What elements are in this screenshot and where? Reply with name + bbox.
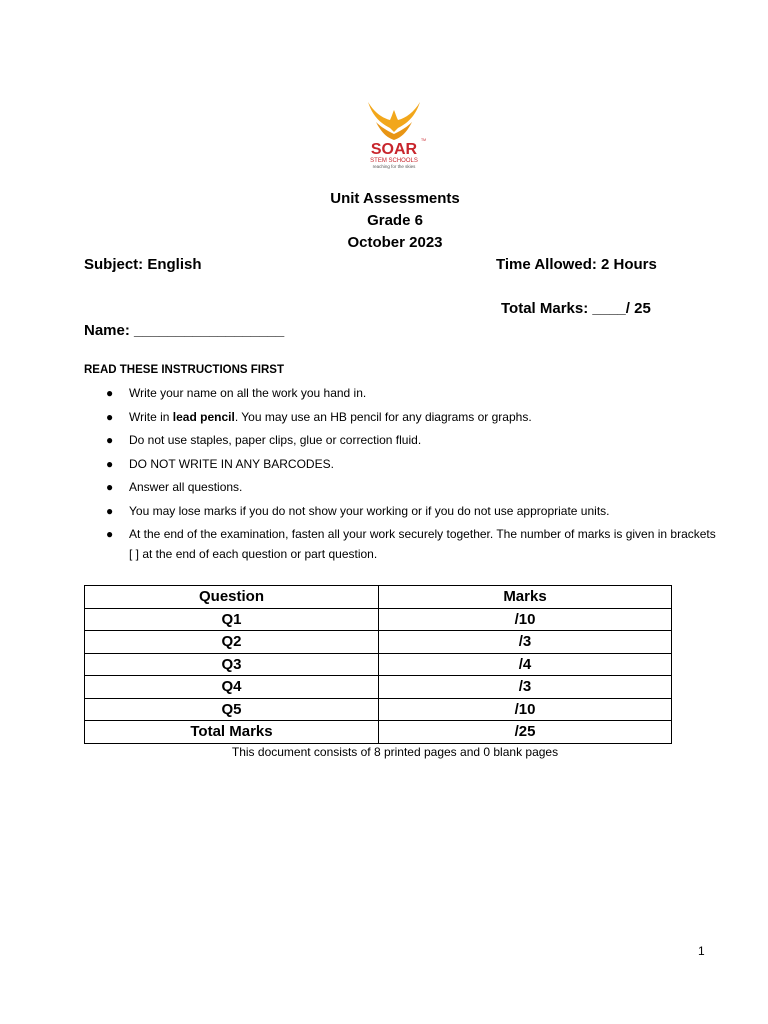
page-number: 1 (698, 944, 705, 958)
question-cell: Q5 (85, 698, 379, 721)
time-allowed-label: Time Allowed: 2 Hours (496, 256, 657, 273)
table-row (85, 631, 672, 654)
marks-table (84, 585, 672, 744)
instructions-list (106, 384, 716, 568)
bullet-icon: ● (106, 456, 114, 471)
marks-cell: /10 (379, 608, 672, 631)
eagle-logo-icon (356, 96, 432, 176)
emphasis-text: lead pencil (172, 409, 235, 424)
assessment-title: Unit Assessments (330, 190, 460, 207)
column-header-marks: Marks (379, 586, 672, 609)
bullet-icon: ● (106, 433, 114, 447)
page-count-note: This document consists of 8 printed pages and 0 blank pages (231, 745, 559, 759)
bullet-icon: ● (106, 527, 114, 541)
instruction-item: ● Write in lead pencil. You may use an HB pencil for any diagrams or graphs. (106, 408, 716, 428)
table-header-row (85, 586, 672, 609)
date-label: October 2023 (347, 234, 443, 251)
instruction-item: ● At the end of the examination, fasten all your work securely together. The number of marks is given in brackets [ ] at the end of each question or part question. (106, 527, 716, 561)
table-row (85, 653, 672, 676)
total-marks-label: Total Marks: ____/ 25 (501, 300, 651, 317)
grade-label: Grade 6 (367, 212, 423, 229)
instruction-item: ● Answer all questions. (106, 478, 716, 498)
instruction-item: ● Write your name on all the work you hand in. (106, 384, 716, 404)
instruction-item: ● You may lose marks if you do not show your working or if you do not use appropriate units. (106, 502, 716, 522)
subject-label: Subject: English (84, 256, 202, 273)
question-cell: Q4 (85, 676, 379, 699)
logo-tagline-text: reaching for the skies (372, 164, 416, 169)
marks-cell: /10 (379, 698, 672, 721)
question-cell: Q2 (85, 631, 379, 654)
instructions-heading: READ THESE INSTRUCTIONS FIRST (84, 364, 284, 376)
logo-subtitle-text: STEM SCHOOLS (370, 158, 418, 164)
table-row (85, 698, 672, 721)
table-row (85, 721, 672, 744)
bullet-icon: ● (106, 386, 114, 400)
marks-cell: /3 (379, 676, 672, 699)
bullet-icon: ● (106, 503, 114, 518)
column-header-question: Question (85, 586, 379, 609)
marks-cell: /25 (379, 721, 672, 744)
question-cell: Q1 (85, 608, 379, 631)
logo-tm-text: TM (421, 138, 427, 142)
marks-cell: /3 (379, 631, 672, 654)
table-row (85, 608, 672, 631)
name-field: Name: __________________ (84, 322, 285, 339)
bullet-icon: ● (106, 480, 114, 494)
instruction-item: ● DO NOT WRITE IN ANY BARCODES. (106, 455, 716, 475)
school-logo (356, 96, 432, 176)
question-cell: Total Marks (85, 721, 379, 744)
question-cell: Q3 (85, 653, 379, 676)
logo-brand-text: SOAR (370, 141, 418, 158)
table-row (85, 676, 672, 699)
marks-cell: /4 (379, 653, 672, 676)
instruction-item: ● Do not use staples, paper clips, glue or correction fluid. (106, 431, 716, 451)
bullet-icon: ● (106, 409, 114, 424)
